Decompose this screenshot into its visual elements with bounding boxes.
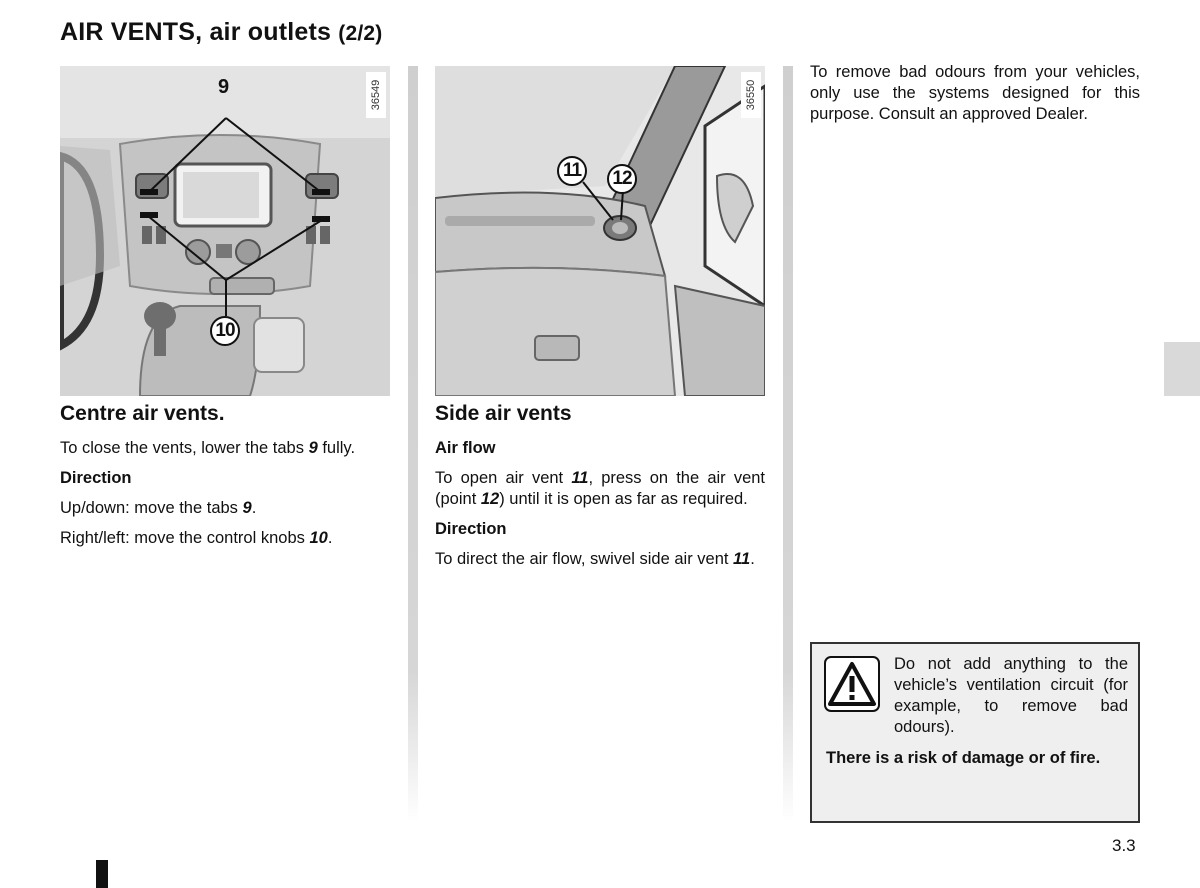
figure-reference-number: 36550 <box>741 72 761 118</box>
chapter-tab <box>1164 342 1200 396</box>
direction-heading: Direction <box>60 469 132 487</box>
odours-section <box>810 62 1140 134</box>
callout-9: 9 <box>217 76 229 98</box>
centre-vents-illustration <box>60 66 390 396</box>
ref-12: 12 <box>480 490 500 508</box>
warning-box <box>810 642 1140 823</box>
open-instruction: To open air vent 11, press on the air vent (point 12) until it is open as far as required. <box>435 469 766 508</box>
ref-11: 11 <box>571 469 589 487</box>
warning-text: Do not add anything to the vehicle’s ventilation circuit (for example, to remove bad odours). <box>894 655 1128 736</box>
page-number: 3.3 <box>1112 836 1136 855</box>
direction-heading: Direction <box>435 520 507 538</box>
figure-reference-number: 36549 <box>366 72 386 118</box>
side-air-vents-section <box>435 400 765 579</box>
updown-instruction: Up/down: move the tabs 9. <box>60 499 257 517</box>
callout-10: 10 <box>210 316 240 346</box>
warning-triangle-icon <box>824 656 880 712</box>
side-vents-illustration <box>435 66 765 396</box>
column-divider-1 <box>408 66 418 822</box>
close-instruction: To close the vents, lower the tabs 9 fully. <box>60 439 356 457</box>
direct-instruction: To direct the air flow, swivel side air vent 11. <box>435 550 755 568</box>
air-flow-heading: Air flow <box>435 439 496 457</box>
callout-11: 11 <box>557 156 587 186</box>
page-title-part: (2/2) <box>338 22 383 45</box>
page-title-main: AIR VENTS, air outlets <box>60 18 332 46</box>
odours-text: To remove bad odours from your vehicles, only use the systems designed for this purpose. Consult an approved Dealer. <box>810 63 1140 123</box>
ref-10: 10 <box>309 529 328 547</box>
centre-air-vents-section <box>60 400 390 558</box>
warning-bold-text: There is a risk of damage or of fire. <box>826 749 1101 767</box>
rightleft-instruction: Right/left: move the control knobs 10. <box>60 529 333 547</box>
callout-12: 12 <box>607 164 637 194</box>
section-heading: Centre air vents. <box>60 402 225 425</box>
section-heading: Side air vents <box>435 402 572 425</box>
page-title <box>60 18 382 47</box>
column-divider-2 <box>783 66 793 822</box>
ref-9: 9 <box>308 439 318 457</box>
crop-mark <box>96 860 108 888</box>
ref-11: 11 <box>733 550 751 568</box>
ref-9: 9 <box>242 499 252 517</box>
